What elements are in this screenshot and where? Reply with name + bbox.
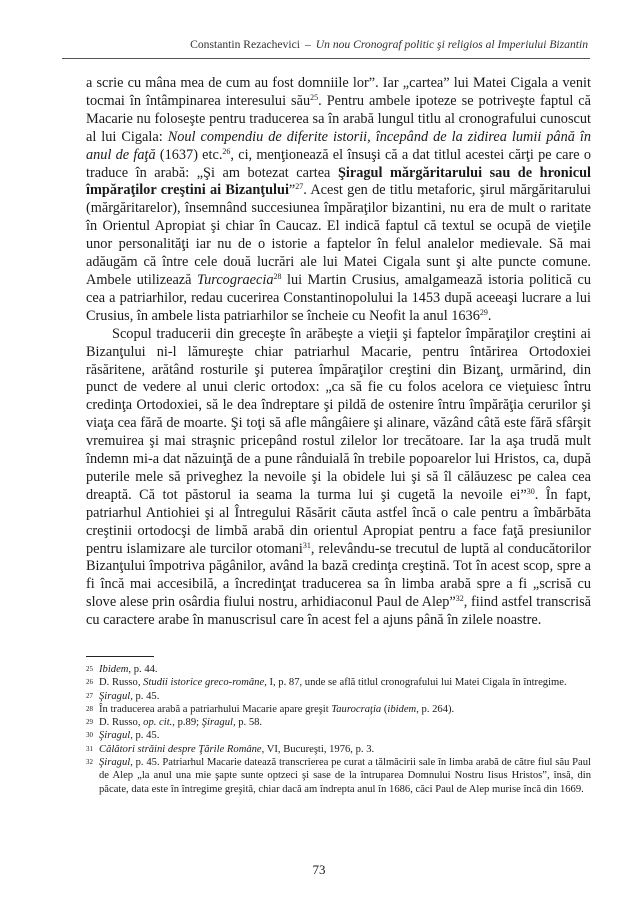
footnote-ref: 31: [302, 540, 311, 550]
footnote: 31 Călători străini despre Ţările Române, VI, Bucureşti, 1976, p. 3.: [86, 743, 375, 755]
footnote: 29 D. Russo, op. cit., p.89; Şiragul, p. 58.: [86, 717, 263, 729]
running-header: [0, 38, 588, 51]
footnote-rule: [86, 656, 154, 657]
footnote-ref: 28: [273, 271, 282, 281]
footnote-ref: 27: [295, 182, 304, 192]
footnote: 25 Ibidem, p. 44.: [86, 664, 158, 675]
header-separator: –: [304, 38, 311, 51]
footnote-ref: 30: [526, 486, 535, 496]
header-author: Constantin Rezachevici: [190, 38, 300, 51]
paragraph-2: Scopul traducerii din greceşte în arăbeşte a vieţii şi faptelor împăraţilor creştini ai Bizanţului ni-l lămureşte chiar patriarhul Macarie, pentru întărirea Ortodoxiei răsăritene, arătând rosturile şi puterea împăraţilor creştini din Bizanţ, urmărind, din punct de vedere al unui cleric ortodox: „ca să fie cu folos acelora ce vieţuiesc întru credinţa Ortodoxiei, să le dea îndreptare şi pildă de ostenire întru împărăţia cerurilor şi viaţa cea fără de moarte. Şi toţi să afle mângâiere şi alinare, văzând câtă este fără sfârşit vremuirea şi mai straşnic pricepând rostul zilelor lor trecătoare. Iar la aşa trudă mult îndemn mi-a dat năzuinţă de a pune rânduială în trebile popoarelor lui Hristos, ca, după puterile mele să priveghez la nevoile şi la obidele lui şi să îl călăuzesc pe calea cea dreaptă. Că tot păstorul ia seama la turma lui şi cugetă la nevoile ei”$^{30}$. În fapt, patriarhul Antiohiei şi al Întregului Răsărit căuta astfel încă o cale pentru a îmbărbăta creştinii ortodocşi de limbă arabă din orientul Apropiat pentru a face faţă presiunilor pentru islamizare ale turcilor otomani$^{31}$, relevându-se trecutul de luptă al conducătorilor Bizanţului împotriva păgânilor, având la bază credinţa creştină. Tot în acest scop, spre a fi încă mai accesibilă, a încredinţat traducerea sa în limba arabă spre a fi „scrisă cu slove alese prin osârdia fiului nostru, arhidiaconul Paul de Alep”$^{32}$, fiind astfel transcrisă cu caractere arabe în manuscrisul care în acest fel a ajuns până în zilele noastre.: [86, 325, 591, 629]
footnote: 27 Şiragul, p. 45.: [86, 690, 160, 702]
footnote: 26 D. Russo, Studii istorice greco-române, I, p. 87, unde se află titlul cronografului lui Matei Cigala în întregime.: [86, 677, 567, 689]
page-number: 73: [312, 862, 326, 877]
footnote: 32 Şiragul, p. 45. Patriarhul Macarie datează transcrierea pe curat a tălmăcirii sale în limba arabă de către fiul său Paul de Alep „la anul una mie şapte sunte optzeci şi sase de la întruparea Domnului Nostru Iisus Hristos”, însă, din păcate, data este în întregime greşită, chiar dacă am îndrepta anul în 1686, căci Paul de Alep murise încă din 1669.: [86, 757, 591, 795]
main-text: [86, 75, 591, 630]
footnote-ref: 29: [479, 307, 488, 317]
footnote-ref: 25: [310, 92, 319, 102]
header-rule: [62, 58, 590, 59]
footnotes: [86, 663, 591, 796]
header-title: Un nou Cronograf politic şi religios al Imperiului Bizantin: [315, 38, 588, 51]
footnote-ref: 26: [222, 146, 231, 156]
footnote-ref: 32: [455, 594, 464, 604]
footnote: 30 Şiragul, p. 45.: [86, 730, 160, 742]
footnote: 28 În traducerea arabă a patriarhului Macarie apare greşit Taurocraţia (ibidem, p. 264).: [86, 703, 455, 715]
paragraph-1: a scrie cu mâna mea de cum au fost domniile lor”. Iar „cartea” lui Matei Cigala a venit tocmai în întâmpinarea interesului său$^{25}$. Pentru ambele ipoteze se potriveşte faptul că Macarie nu foloseşte pentru traducerea sa în arabă lungul titlu al cronografului cunoscut al lui Cigala: Noul compendiu de diferite istorii, începând de la zidirea lumii până în anul de faţă (1637) etc.$^{26}$, ci, menţionează el însuşi că a dat titlul acestei cărţi pe care o traduce în arabă: „Şi am botezat cartea Şiragul mărgăritarului sau de hronicul împăraţilor creştini ai Bizanţului”$^{27}$. Acest gen de titlu metaforic, şirul mărgăritarului (mărgăritarelor), însemnând succesiunea împăraţilor bizantini, nu era de mult o raritate în Orientul Apropiat şi chiar în Caucaz. El indică faptul că textul se ocupă de vieţile unor personalităţi iar nu de o istorie a faptelor în felul analelor medievale. Să mai adăugăm că între cele două lucrări ale lui Matei Cigala sunt şi alte puncte comune. Ambele utilizează Turcograecia$^{28}$ lui Martin Crusius, amalgamează istoria politică cu cea a patriarhilor, redau cucerirea Constantinopolului la 1453 după aceeaşi lucrare a lui Crusius, în ambele lista patriarhilor se încheie cu Neofit la anul 1636$^{29}$.: [86, 75, 592, 324]
